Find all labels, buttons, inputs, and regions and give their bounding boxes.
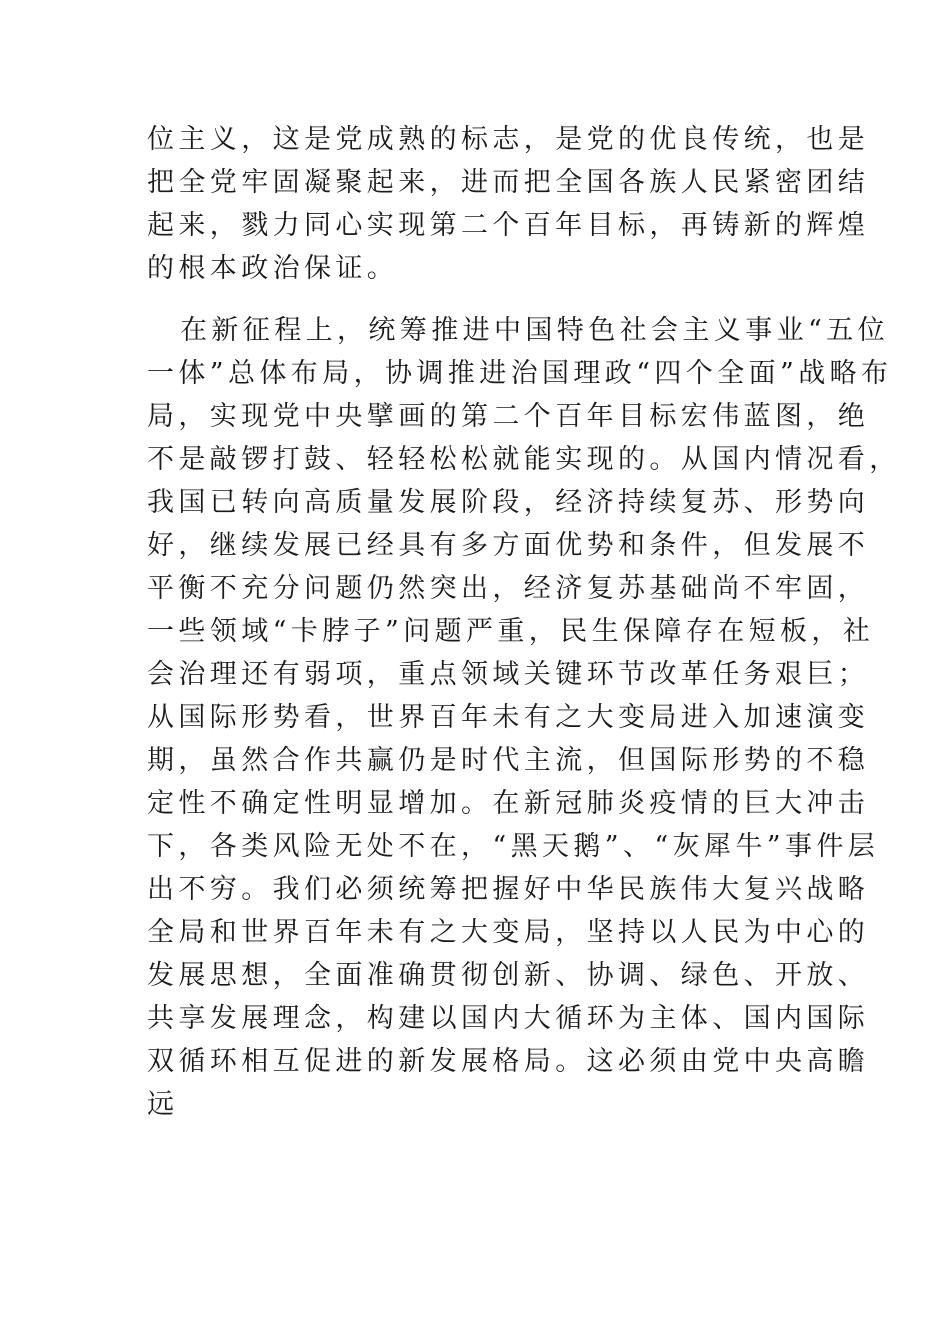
paragraph-1 <box>147 118 870 290</box>
text-line: 起来，戮力同心实现第二个百年目标，再铸新的辉煌 <box>147 210 870 241</box>
text-line: 位主义，这是党成熟的标志，是党的优良传统，也是 <box>147 124 870 155</box>
text-line: 好，继续发展已经具有多方面优势和条件，但发展不 <box>147 530 870 561</box>
text-line: 双循环相互促进的新发展格局。这必须由党中央高瞻 <box>147 1046 870 1077</box>
text-line: 下，各类风险无处不在，“黑天鹅”、“灰犀牛”事件层 <box>147 831 880 862</box>
text-line: 在新征程上，统筹推进中国特色社会主义事业“五位 <box>180 315 890 346</box>
text-line: 出不穷。我们必须统筹把握好中华民族伟大复兴战略 <box>147 874 870 905</box>
text-line: 的根本政治保证。 <box>147 253 399 284</box>
paragraph-spacer <box>147 290 807 309</box>
text-line: 把全党牢固凝聚起来，进而把全国各族人民紧密团结 <box>147 167 870 198</box>
text-line: 不是敲锣打鼓、轻轻松松就能实现的。从国内情况看， <box>147 444 901 475</box>
text-line: 定性不确定性明显增加。在新冠肺炎疫情的巨大冲击 <box>147 788 870 819</box>
text-line: 期，虽然合作共赢仍是时代主流，但国际形势的不稳 <box>147 745 870 776</box>
text-line: 局，实现党中央擘画的第二个百年目标宏伟蓝图，绝 <box>147 401 870 432</box>
text-line: 共享发展理念，构建以国内大循环为主体、国内国际 <box>147 1003 870 1034</box>
text-line: 从国际形势看，世界百年未有之大变局进入加速演变 <box>147 702 870 733</box>
text-line: 会治理还有弱项，重点领域关键环节改革任务艰巨； <box>147 659 870 690</box>
text-line: 一体”总体布局，协调推进治国理政“四个全面”战略布 <box>147 358 893 389</box>
text-line: 远 <box>147 1089 179 1120</box>
document-page <box>147 118 901 1126</box>
text-line: 平衡不充分问题仍然突出，经济复苏基础尚不牢固， <box>147 573 870 604</box>
paragraph-2 <box>147 309 901 1126</box>
text-line: 发展思想，全面准确贯彻创新、协调、绿色、开放、 <box>147 960 870 991</box>
text-line: 全局和世界百年未有之大变局，坚持以人民为中心的 <box>147 917 870 948</box>
text-line: 我国已转向高质量发展阶段，经济持续复苏、形势向 <box>147 487 870 518</box>
text-line: 一些领域“卡脖子”问题严重，民生保障存在短板，社 <box>147 616 875 647</box>
